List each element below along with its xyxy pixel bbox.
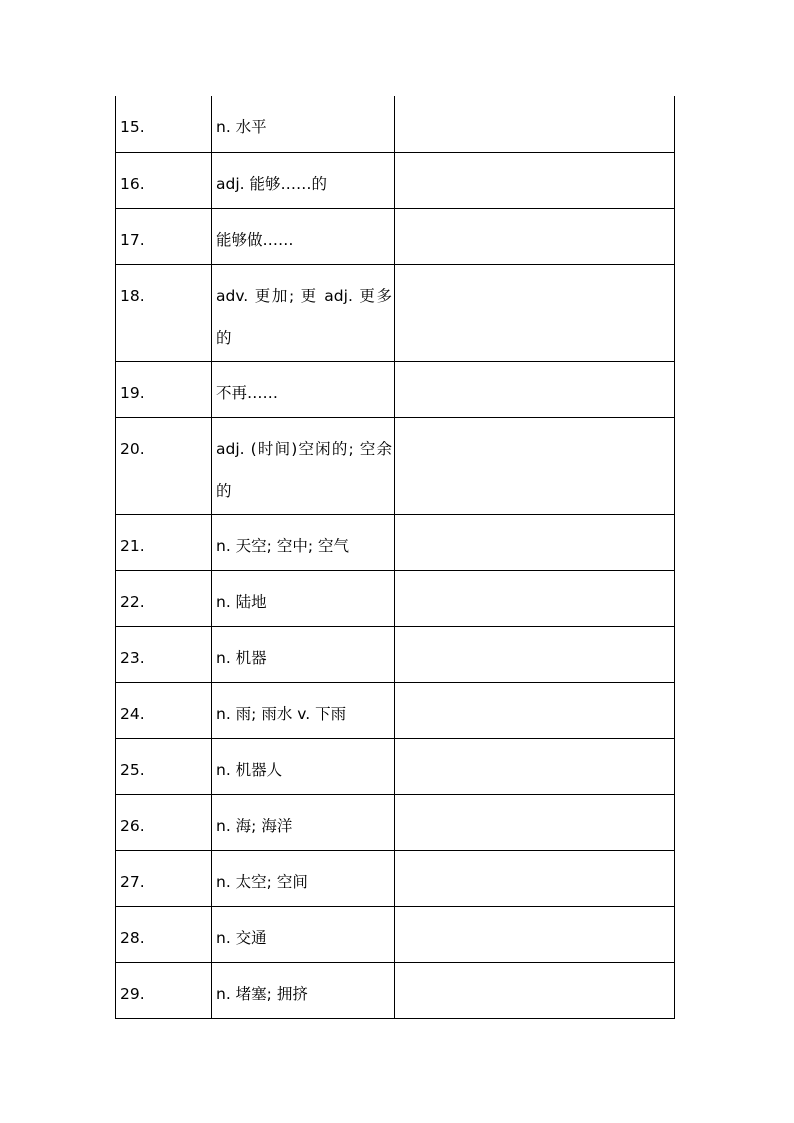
item-number: 28. xyxy=(116,906,212,962)
chinese-meaning: n. 雨; 雨水 v. 下雨 xyxy=(212,682,395,738)
chinese-meaning: n. 机器 xyxy=(212,626,395,682)
item-number: 22. xyxy=(116,570,212,626)
answer-blank[interactable] xyxy=(395,906,675,962)
table-row xyxy=(116,208,675,264)
item-number: 20. xyxy=(116,417,212,514)
table-row xyxy=(116,96,675,152)
chinese-meaning: adv. 更加; 更 adj. 更多的 xyxy=(212,264,395,361)
table-row xyxy=(116,906,675,962)
table-row xyxy=(116,738,675,794)
answer-blank[interactable] xyxy=(395,682,675,738)
item-number: 17. xyxy=(116,208,212,264)
item-number: 19. xyxy=(116,361,212,417)
item-number: 27. xyxy=(116,850,212,906)
table-row xyxy=(116,514,675,570)
item-number: 18. xyxy=(116,264,212,361)
chinese-meaning: n. 水平 xyxy=(212,96,395,152)
answer-blank[interactable] xyxy=(395,570,675,626)
chinese-meaning: adj. (时间)空闲的; 空余的 xyxy=(212,417,395,514)
chinese-meaning: 不再…… xyxy=(212,361,395,417)
answer-blank[interactable] xyxy=(395,794,675,850)
table-row xyxy=(116,264,675,361)
table-row xyxy=(116,152,675,208)
table-row xyxy=(116,962,675,1018)
item-number: 23. xyxy=(116,626,212,682)
item-number: 29. xyxy=(116,962,212,1018)
answer-blank[interactable] xyxy=(395,152,675,208)
answer-blank[interactable] xyxy=(395,962,675,1018)
chinese-meaning: adj. 能够……的 xyxy=(212,152,395,208)
item-number: 21. xyxy=(116,514,212,570)
answer-blank[interactable] xyxy=(395,626,675,682)
answer-blank[interactable] xyxy=(395,850,675,906)
chinese-meaning: 能够做…… xyxy=(212,208,395,264)
table-row xyxy=(116,570,675,626)
item-number: 24. xyxy=(116,682,212,738)
answer-blank[interactable] xyxy=(395,417,675,514)
chinese-meaning: n. 海; 海洋 xyxy=(212,794,395,850)
answer-blank[interactable] xyxy=(395,738,675,794)
item-number: 25. xyxy=(116,738,212,794)
item-number: 16. xyxy=(116,152,212,208)
table-row xyxy=(116,850,675,906)
item-number: 26. xyxy=(116,794,212,850)
chinese-meaning: n. 交通 xyxy=(212,906,395,962)
chinese-meaning: n. 天空; 空中; 空气 xyxy=(212,514,395,570)
item-number: 15. xyxy=(116,96,212,152)
chinese-meaning: n. 堵塞; 拥挤 xyxy=(212,962,395,1018)
table-row xyxy=(116,417,675,514)
table-row xyxy=(116,682,675,738)
answer-blank[interactable] xyxy=(395,514,675,570)
answer-blank[interactable] xyxy=(395,96,675,152)
answer-blank[interactable] xyxy=(395,264,675,361)
answer-blank[interactable] xyxy=(395,208,675,264)
answer-blank[interactable] xyxy=(395,361,675,417)
table-row xyxy=(116,626,675,682)
chinese-meaning: n. 太空; 空间 xyxy=(212,850,395,906)
chinese-meaning: n. 陆地 xyxy=(212,570,395,626)
table-row xyxy=(116,794,675,850)
chinese-meaning: n. 机器人 xyxy=(212,738,395,794)
table-row xyxy=(116,361,675,417)
vocabulary-table xyxy=(115,96,675,1019)
